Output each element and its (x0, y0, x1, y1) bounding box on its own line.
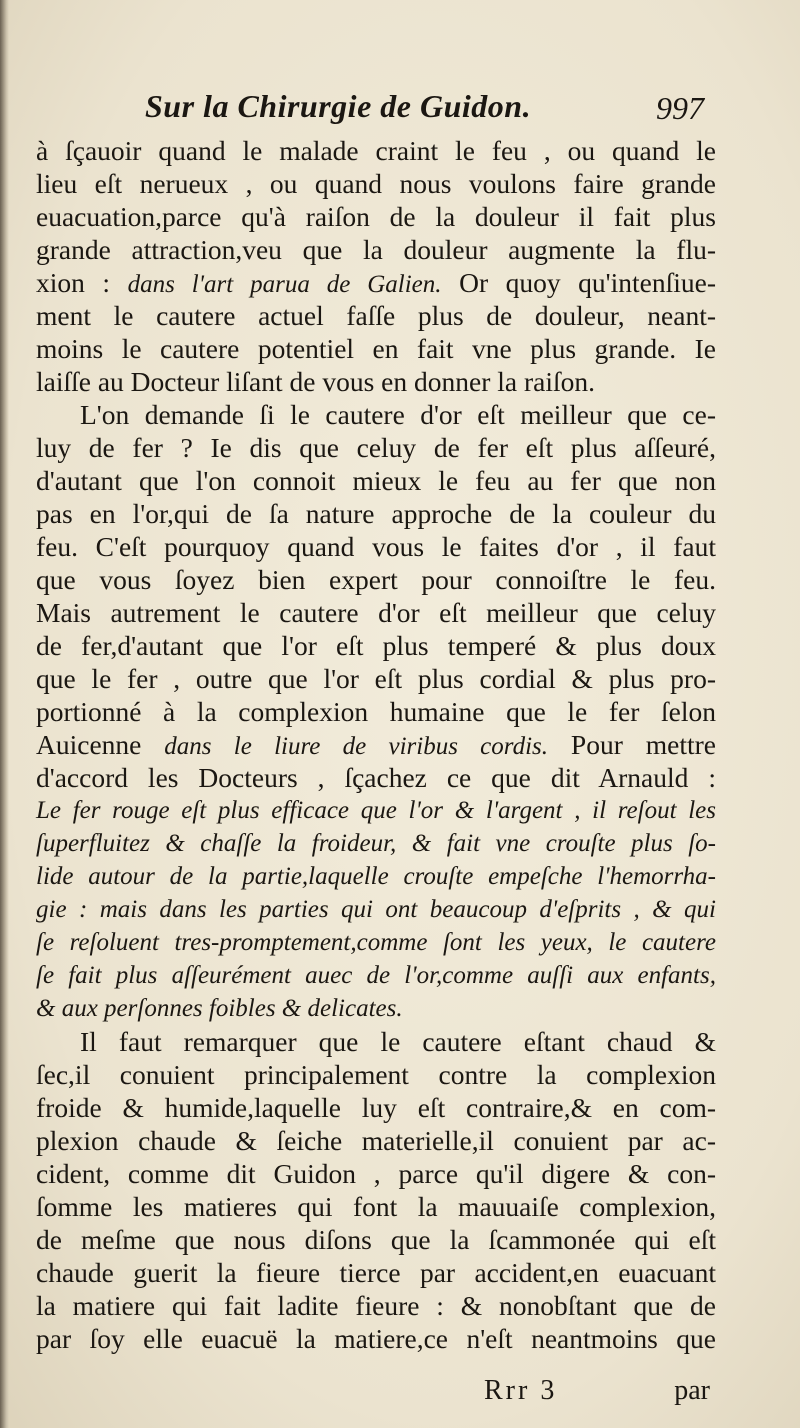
text-line: Auicenne dans le liure de viribus cordis. Pour mettre (36, 729, 716, 760)
text-line: ſe reſoluent tres-promptement,comme ſont les yeux, le cautere (36, 929, 716, 956)
text-line: pas en l'or,qui de ſa nature approche de la couleur du (36, 498, 716, 529)
text-line: plexion chaude & ſeiche materielle,il conuient par ac- (36, 1125, 716, 1156)
text-line: ſomme les matieres qui font la mauuaiſe complexion, (36, 1191, 716, 1222)
text-line: ſec,il conuient principalement contre la complexion (36, 1059, 716, 1090)
text-line: euacuation,parce qu'à raiſon de la douleur il fait plus (36, 201, 716, 232)
text-line: feu. C'eſt pourquoy quand vous le faites d'or , il faut (36, 531, 716, 562)
text-line: moins le cautere potentiel en fait vne plus grande. Ie (36, 333, 716, 364)
text-line: ment le cautere actuel faſſe plus de douleur, neant- (36, 300, 716, 331)
text-line: portionné à la complexion humaine que le fer ſelon (36, 696, 716, 727)
text-line: & aux perſonnes foibles & delicates. (36, 995, 403, 1022)
text-line: Mais autrement le cautere d'or eſt meilleur que celuy (36, 597, 716, 628)
running-title: Sur la Chirurgie de Guidon. (145, 88, 532, 124)
text-line: cident, comme dit Guidon , parce qu'il digere & con- (36, 1158, 716, 1189)
body-text (36, 134, 716, 1355)
text-line: que le fer , outre que l'or eſt plus cordial & plus pro- (36, 663, 716, 694)
text-line: laiſſe au Docteur liſant de vous en donner la raiſon. (36, 366, 595, 397)
text-line: d'accord les Docteurs , ſçachez ce que dit Arnauld : (36, 762, 716, 793)
text-line: Le fer rouge eſt plus efficace que l'or & l'argent , il reſout les (36, 797, 716, 824)
page-footer (36, 1375, 716, 1411)
text-line: gie : mais dans les parties qui ont beaucoup d'eſprits , & qui (36, 896, 716, 923)
text-line: de meſme que nous diſons que la ſcammonée qui eſt (36, 1224, 716, 1255)
text-line: chaude guerit la fieure tierce par accident,en euacuant (36, 1257, 716, 1288)
text-line: par ſoy elle euacuë la matiere,ce n'eſt neantmoins que (36, 1323, 716, 1354)
text-line: à ſçauoir quand le malade craint le feu , ou quand le (36, 135, 716, 166)
page-binding-edge (0, 0, 9, 1428)
text-line: que vous ſoyez bien expert pour connoiſtre le feu. (36, 564, 716, 595)
text-line: ſuperfluitez & chaſſe la froideur, & fait vne crouſte plus ſo- (36, 830, 716, 857)
text-line: xion : dans l'art parua de Galien. Or quoy qu'intenſiue- (36, 267, 716, 298)
signature-mark: Rrr 3 (484, 1375, 558, 1406)
text-line: lieu eſt nerueux , ou quand nous voulons faire grande (36, 168, 716, 199)
text-line: de fer,d'autant que l'or eſt plus temperé & plus doux (36, 630, 716, 661)
text-line: L'on demande ſi le cautere d'or eſt meilleur que ce- (80, 399, 716, 430)
page-header (140, 88, 710, 136)
text-line: la matiere qui fait ladite fieure : & nonobſtant que de (36, 1290, 716, 1321)
text-line: Il faut remarquer que le cautere eſtant chaud & (80, 1026, 716, 1057)
text-line: grande attraction,veu que la douleur augmente la flu- (36, 234, 716, 265)
catchword: par (674, 1375, 710, 1406)
text-line: ſe fait plus aſſeurément auec de l'or,comme auſſi aux enfants, (36, 962, 716, 989)
page-number: 997 (656, 90, 704, 126)
text-line: d'autant que l'on connoit mieux le feu au fer que non (36, 465, 716, 496)
text-line: luy de fer ? Ie dis que celuy de fer eſt plus aſſeuré, (36, 432, 716, 463)
text-line: froide & humide,laquelle luy eſt contraire,& en com- (36, 1092, 716, 1123)
text-line: lide autour de la partie,laquelle crouſte empeſche l'hemorrha- (36, 863, 716, 890)
